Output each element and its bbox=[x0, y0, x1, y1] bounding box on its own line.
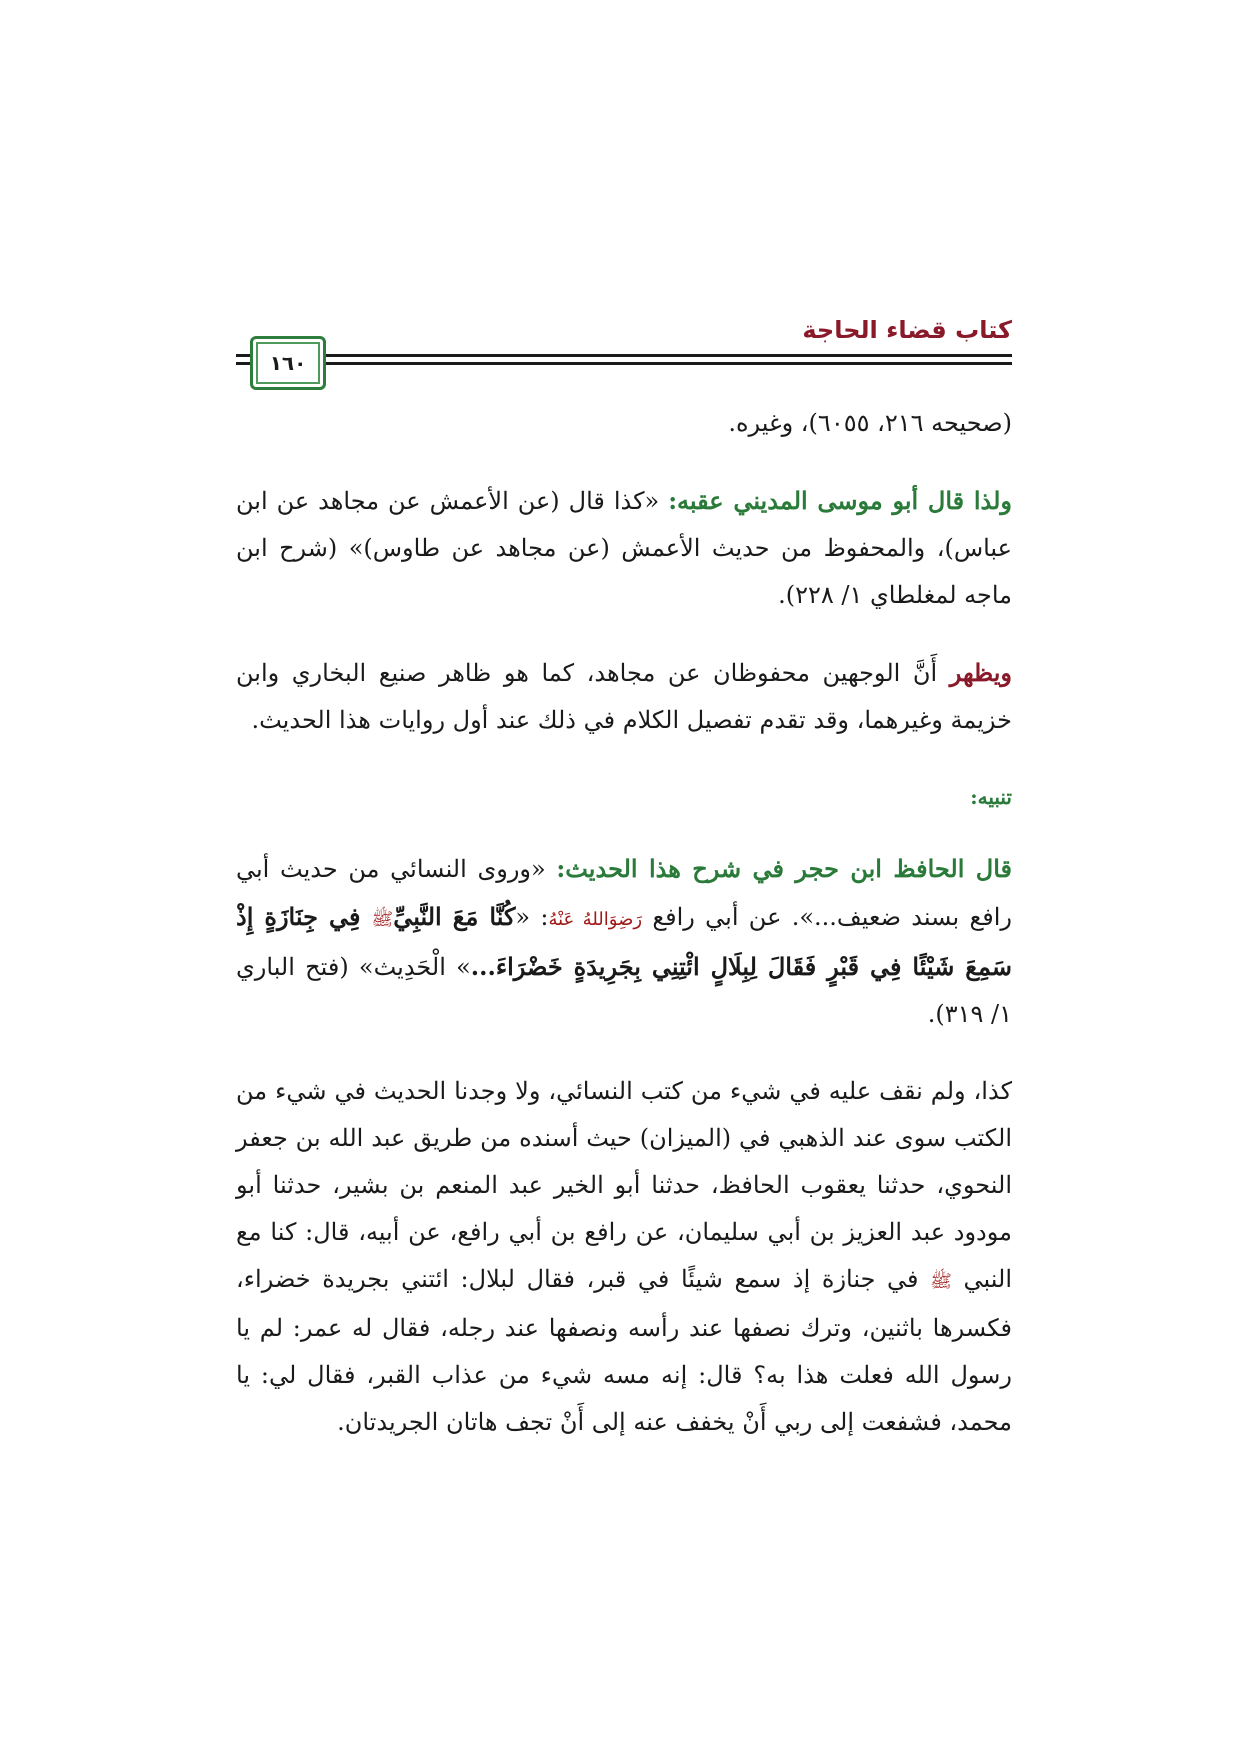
paragraph-2 bbox=[236, 477, 1012, 619]
honorific-mark: ﷺ bbox=[930, 1271, 952, 1292]
note-heading: تنبيه: bbox=[970, 785, 1012, 809]
paragraph-4 bbox=[236, 845, 1012, 1038]
paragraph-lead: ولذا قال أبو موسى المديني عقبه: bbox=[668, 486, 1012, 515]
header-rule-top bbox=[236, 354, 1012, 357]
hadith-text: كُنَّا مَعَ النَّبِيِّ bbox=[393, 902, 516, 931]
page-number-frame bbox=[250, 336, 326, 390]
page-number: ١٦٠ bbox=[269, 351, 307, 375]
header-rule-bottom bbox=[236, 362, 1012, 365]
paragraph-lead: ويظهر bbox=[949, 658, 1012, 687]
hadith-text: فِي جِنَازَةٍ إِذْ سَمِعَ شَيْئًا فِي قَبْرٍ فَقَالَ لِبِلَالٍ ائْتِنِي بِجَرِيدَةٍ خَضْرَاءَ... bbox=[236, 902, 1012, 981]
paragraph-3 bbox=[236, 649, 1012, 744]
paragraph-5 bbox=[236, 1068, 1012, 1446]
page-body bbox=[236, 400, 1012, 1476]
paragraph-1 bbox=[236, 400, 1012, 447]
paragraph-text: أَنَّ الوجهين محفوظان عن مجاهد، كما هو ظاهر صنيع البخاري وابن خزيمة وغيرهما، وقد تقدم تفصيل الكلام في ذلك عند أول روايات هذا الحديث. bbox=[236, 659, 1012, 734]
book-title: كتاب قضاء الحاجة bbox=[802, 316, 1012, 344]
paragraph-text: (صحيحه ٢١٦، ٦٠٥٥)، وغيره. bbox=[728, 409, 1012, 437]
paragraph-text: في جنازة إذ سمع شيئًا في قبر، فقال لبلال: ائتني بجريدة خضراء، فكسرها باثنين، وترك نصفها عند رأسه ونصفها عند رجله، فقال له عمر: لم يا رسول الله فعلت هذا به؟ قال: إنه مسه شيء من عذاب القبر، فقال لي: يا محمد، فشفعت إلى ربي أَنْ يخفف عنه إلى أَنْ تجف هاتان الجريدتان. bbox=[236, 1265, 1012, 1436]
paragraph-lead: قال الحافظ ابن حجر في شرح هذا الحديث: bbox=[556, 854, 1013, 883]
paragraph-text: : « bbox=[515, 903, 549, 931]
honorific-mark: رَضِوَاللهُ عَنْهُ bbox=[548, 909, 643, 930]
paragraph-text: «وروى النسائي من حديث أبي رافع بسند ضعيف...». عن أبي رافع bbox=[236, 855, 1012, 931]
paragraph-text: » الْحَدِيث» (فتح الباري ١/ ٣١٩). bbox=[236, 953, 1012, 1028]
paragraph-text: كذا، ولم نقف عليه في شيء من كتب النسائي، ولا وجدنا الحديث في شيء من الكتب سوى عند الذهبي في (الميزان) حيث أسنده من طريق عبد الله بن جعفر النحوي، حدثنا يعقوب الحافظ، حدثنا أبو الخير عبد المنعم بن بشير، حدثنا أبو مودود عبد العزيز بن أبي سليمان، عن رافع بن أبي رافع، عن أبيه، قال: كنا مع النبي bbox=[236, 1077, 1013, 1293]
page-header bbox=[236, 316, 1012, 388]
paragraph-text: «كذا قال (عن الأعمش عن مجاهد عن ابن عباس)، والمحفوظ من حديث الأعمش (عن مجاهد عن طاوس)» (شرح ابن ماجه لمغلطاي ١/ ٢٢٨). bbox=[236, 487, 1012, 609]
honorific-mark: ﷺ bbox=[371, 909, 394, 930]
